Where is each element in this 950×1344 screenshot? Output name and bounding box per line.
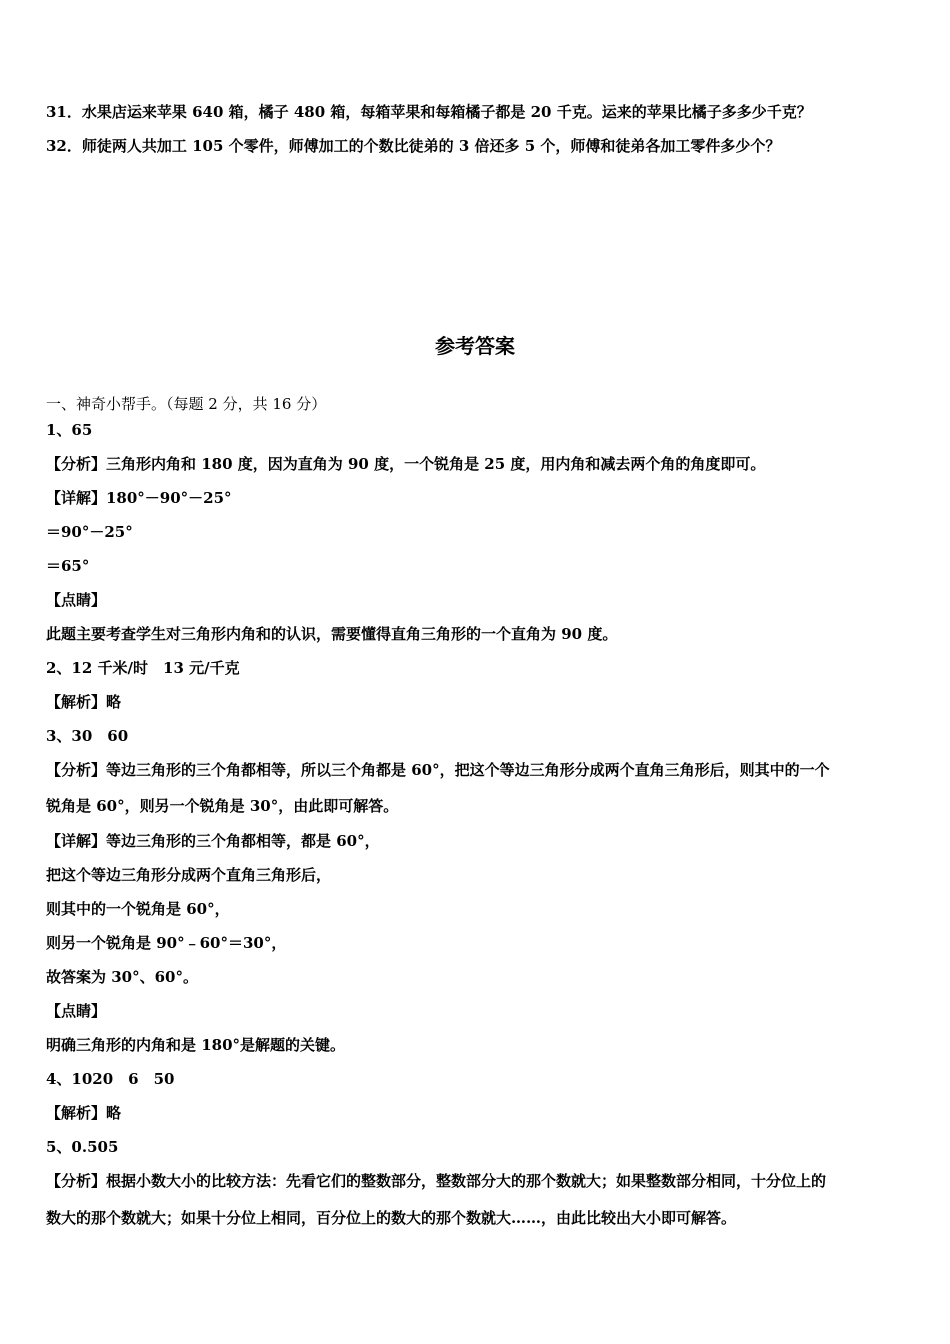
answer-1-number: 1、65 bbox=[46, 421, 93, 439]
answer-5-analysis: 【分析】根据小数大小的比较方法：先看它们的整数部分，整数部分大的那个数就大；如果整数部分相同，十分位上的 bbox=[46, 1172, 827, 1190]
answer-1-comment-label: 【点睛】 bbox=[46, 591, 107, 609]
answer-3-number: 3、30 60 bbox=[46, 727, 129, 745]
answer-3-step: 故答案为 30°、60°。 bbox=[46, 968, 198, 986]
answer-title: 参考答案 bbox=[435, 334, 515, 358]
answer-3-comment: 明确三角形的内角和是 180°是解题的关键。 bbox=[46, 1036, 346, 1054]
question-32: 32．师徒两人共加工 105 个零件，师傅加工的个数比徒弟的 3 倍还多 5 个，师傅和徒弟各加工零件多少个？ bbox=[46, 137, 781, 155]
answer-2-note: 【解析】略 bbox=[46, 693, 122, 711]
answer-3-step: 则其中的一个锐角是 60°， bbox=[46, 900, 230, 918]
answer-4-note: 【解析】略 bbox=[46, 1104, 122, 1122]
answer-5-analysis-cont: 数大的那个数就大；如果十分位上相同，百分位上的数大的那个数就大……，由此比较出大小即可解答。 bbox=[46, 1209, 737, 1227]
question-31: 31．水果店运来苹果 640 箱，橘子 480 箱，每箱苹果和每箱橘子都是 20 千克。运来的苹果比橘子多多少千克？ bbox=[46, 103, 812, 121]
answer-3-step: 把这个等边三角形分成两个直角三角形后， bbox=[46, 866, 332, 884]
answer-3-detail: 【详解】等边三角形的三个角都相等，都是 60°， bbox=[46, 832, 380, 850]
answer-3-step: 则另一个锐角是 90°﹣60°＝30°， bbox=[46, 934, 287, 952]
answer-4-number: 4、1020 6 50 bbox=[46, 1070, 175, 1088]
answer-1-comment: 此题主要考查学生对三角形内角和的认识，需要懂得直角三角形的一个直角为 90 度。 bbox=[46, 625, 618, 643]
answer-1-detail: 【详解】180°－90°－25° bbox=[46, 489, 232, 507]
answer-1-step: ＝90°－25° bbox=[46, 523, 133, 541]
answer-1-step: ＝65° bbox=[46, 557, 90, 575]
answer-3-analysis: 【分析】等边三角形的三个角都相等，所以三个角都是 60°，把这个等边三角形分成两个直角三角形后，则其中的一个 bbox=[46, 761, 830, 779]
answer-5-number: 5、0.505 bbox=[46, 1138, 119, 1156]
answer-1-analysis: 【分析】三角形内角和 180 度，因为直角为 90 度，一个锐角是 25 度，用内角和减去两个角的角度即可。 bbox=[46, 455, 766, 473]
answer-2-number: 2、12 千米/时 13 元/千克 bbox=[46, 659, 240, 677]
answer-3-comment-label: 【点睛】 bbox=[46, 1002, 107, 1020]
answer-3-analysis-cont: 锐角是 60°，则另一个锐角是 30°，由此即可解答。 bbox=[46, 797, 399, 815]
section-heading: 一、神奇小帮手。（每题 2 分，共 16 分） bbox=[46, 395, 327, 413]
